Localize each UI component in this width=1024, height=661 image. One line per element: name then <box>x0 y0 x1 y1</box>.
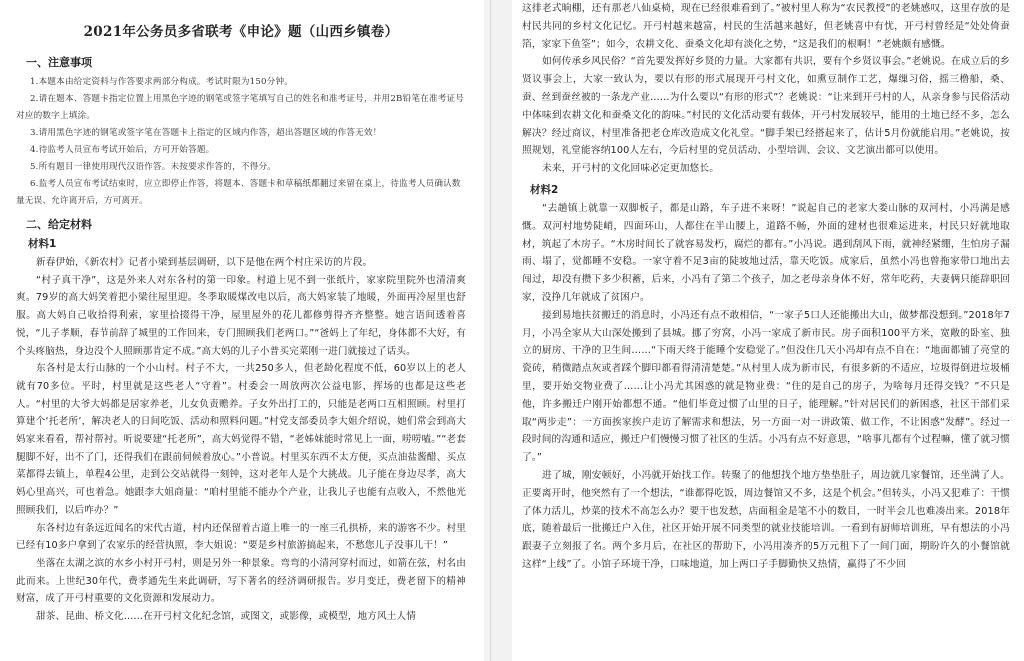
notes-heading: 一、注意事项 <box>26 56 92 69</box>
material-2-title: 材料2 <box>530 183 559 196</box>
paragraph: 接到易地扶贫搬迁的消息时，小冯还有点不敢相信，“一家子5口人还能搬出大山，做梦都没想到。”2018年7月，小冯全家从大山深处搬到了县城。挪了穷窝，小冯一家成了新市民。房子面积100平方米，宽敞的卧室、独立的厨房、干净的卫生间……“下雨天终于能睡个安稳觉了。”但没住几天小冯却有点不自在：“地面都铺了亮堂的瓷砖，稍微踏点灰或者踩个脚印都看得清清楚楚。”从村里人成为新市民，有很多新的不适应，垃圾得倒进垃圾桶里，要开始交物业费了……让小冯尤其困惑的就是物业费：“住的是自己的房子，为啥每月还得交钱？”不只是他，许多搬迁户刚开始都想不通。“他们毕竟过惯了山里的日子，能理解。”针对居民们的新困惑，社区干部们采取“两步走”：一方面挨家挨户走访了解需求和想法，另一方面一对一讲政策、做工作，不让困惑“发酵”。经过一段时间的沟通和适应，搬迁户们慢慢习惯了社区的生活。小冯有点不好意思，“啥事儿都有个过程嘛，懂了就习惯了。” <box>522 309 1010 464</box>
note-item: 1.本题本由给定资料与作答要求两部分构成。考试时限为150分钟。 <box>30 77 294 87</box>
note-item: 6.监考人员宣布考试结束时，应立即停止作答，将题本、答题卡和草稿纸都翻过来留在桌上，待监考人员确认数量无误、允许离开后，方可离开。 <box>16 179 461 206</box>
note-item: 3.请用黑色字迹的钢笔或签字笔在答题卡上指定的区域内作答，超出答题区域的作答无效！ <box>30 128 382 138</box>
notes-list <box>16 74 466 210</box>
right-page <box>512 0 1018 661</box>
paragraph: 未来，开弓村的文化回味必定更加悠长。 <box>542 163 720 175</box>
page-gutter <box>484 0 512 661</box>
paragraph: 如何传承乡风民俗？“首先要发挥好乡贤的力量。大家都有共识，要有个乡贤议事会。”老姚说。在成立后的乡贤议事会上，大家一致认为，要以有形的形式展现开弓村文化，如熏豆制作工艺，爆缫习俗，摇三橹船，桑、蚕、丝到蚕丝被的一条龙产业……为什么要以“有形的形式”？老姚说：“让来到开弓村的人，从亲身参与民俗活动中体味到农耕文化和蚕桑文化的韵味。”村民的文化活动要有载体，开弓村发展较早，能用的土地已经不多，怎么解决？经过商议，村里准备把老仓库改造成文化礼堂。“脚手架已经搭起来了，估计5月份就能启用。”老姚说，按照规划，礼堂能容纳100人左右，今后村里的党员活动、小型培训、会议、文艺演出都可以使用。 <box>522 56 1010 157</box>
exam-title: 2021年公务员多省联考《申论》题（山西乡镇卷） <box>83 24 399 40</box>
paragraph: 东各村是太行山脉的一个小山村。村子不大，一共250多人，但老龄化程度不低，60岁以上的老人就有70多位。平时，村里就是这些老人“守着”。村委会一周放两次公益电影，挥场的也都是这些老人。“村里的大爷大妈都是居家养老，儿女负责赡养。子女外出打工的，只能是老两口互相照顾。村里打算建个‘托老所’，解决老人的日间吃饭、活动和照料问题。”村党支部委员李大姐介绍说，她们常会到高大妈家来看看，帮衬帮衬。听说要建“托老所”，高大妈觉得不错，“老姊妹能时常见上一面，唠唠嗑。”“老套腿脚不好，出不了门，还得我们在跟前伺候着放心。”小普说。村里买东西不太方便，买点油盐酱醋、买点菜都得去镇上，单程4公里，走到公交站就得一刻钟，这对老年人是个大挑战。儿子能在身边尽孝，高大妈心里高兴，可也着急。她跟李大姐商量：“咱村里能不能办个产业，让我儿子也能有点收入，不然他光照顾我们，以后咋办？” <box>16 363 466 516</box>
note-item: 5.所有题目一律使用现代汉语作答。未按要求作答的，不得分。 <box>30 162 277 172</box>
note-item: 2.请在题本、答题卡指定位置上用黑色字迹的钢笔或签字笔填写自己的姓名和准考证号，并用2B铅笔在准考证号对应的数字上填涂。 <box>16 94 465 121</box>
note-item: 4.待监考人员宣布考试开始后，方可开始答题。 <box>30 145 215 155</box>
materials-heading: 二、给定材料 <box>26 218 92 231</box>
paragraph: 甜茶、昆曲、桥文化……在开弓村文化纪念馆，或图文，或影像，或模型，地方风土人情 <box>36 611 417 623</box>
paragraph: 东各村边有条远近闻名的宋代古道，村内还保留着古道上唯一的一座三孔拱桥，来的游客不少。村里已经有10多户拿到了农家乐的经营执照，李大姐说：“要是乡村旅游搞起来，不愁您儿子没事儿干！” <box>16 522 466 552</box>
paragraph: “去趟镇上就靠一双脚板子，都是山路，车子进不来呀！”说起自己的老家大娄山脉的双河村，小冯满是感慨。双河村地势陡峭，四面环山，人都住在半山腰上，道路不畅，外面的建材也很难运进来，村民只好就地取材，筑起了木房子。“木房时间长了就容易发朽，腐烂的都有。”小冯说。遇到刮风下雨，就神经紧绷，生怕房子漏雨、塌了，觉都睡不安稳。一家守着不足3亩的陡坡地过活，靠天吃饭。成家后，虽然小冯也曾拖家带口地出去闯过，却没有攒下多少积蓄，后来，小冯有了第二个孩子，加之老母亲身体不好，常年吃药，夫妻俩只能辞职回家，没挣几年就成了贫困户。 <box>522 202 1010 303</box>
paragraph: 进了城，刚安顿好，小冯就开始找工作。转聚了的他想找个地方垫垫肚子，周边就几家餐馆，还坐满了人。正要离开时，他突然有了一个想法，“谁都得吃饭，周边餐馆又不多，这是个机会。”但转头，小冯又犯难了：干惯了体力活儿，炒菜的技术不高怎么办？要干也发愁，店面租金是笔不小的数目，一时半会儿也难凑出来。2018年底，随着最后一批搬迁户入住，社区开始开展不同类型的就业技能培训。一看到有厨师培训班，早有想法的小冯跟妻子立刻报了名。两个多月后，在社区的帮助下，小冯用凑齐的5万元租下了一间门面，期盼许久的小餐馆就这样“上线”了。小馆子环境干净，口味地道，加上两口子手脚勤快又热情，赢得了不少回 <box>522 469 1010 570</box>
material-1-title: 材料1 <box>28 238 57 250</box>
page-divider <box>490 0 491 661</box>
left-page <box>6 0 474 661</box>
paragraph: “村子真干净”，这是外来人对东各村的第一印象。村道上见不到一张纸片，家家院里院外也清清爽爽。79岁的高大妈笑着把小梁往屋里迎。冬季取暖煤改电以后，高大妈家装了地暖，外面再冷屋里也舒服。高大妈自己收拾得利索，家里拾掇得干净，屋里屋外的花儿都修剪得齐齐整整。她言语间透着喜悦，“儿子孝顺，春节前辞了城里的工作回来，专门照顾我们老两口。”“爸妈上了年纪，身体都不大好，有个头疼脑热，身边没个人照顾那肯定不成。”高大妈的儿子小普买完菜刚一进门就接过了话头。 <box>16 274 466 357</box>
paragraph: 这排老式晌棚，还有那老八仙桌椅，现在已经很难看到了。”被村里人称为“农民教授”的老姚感叹，这里存放的是村民共同的乡村文化记忆。开弓村越来越富，村民的生活越来越好，但老姚喜中有忧，开弓村曾经是“处处倚蚕箔，家家下鱼筌”；如今，农耕文化、蚕桑文化却有淡化之势，“这是我们的根啊！”老姚颇有感慨。 <box>522 3 1010 50</box>
paragraph: 坐落在太湖之滨的水乡小村开弓村，则是另外一种景象。弯弯的小清河穿村而过，如箭在弦，村名由此而来。上世纪30年代，费孝通先生来此调研，写下著名的经济调研报告。岁月变迁，费老留下的精神财富，成了开弓村重要的文化资源和发展动力。 <box>16 557 466 605</box>
paragraph: 新春伊始，《新农村》记者小梁到基层调研，以下是他在两个村庄采访的片段。 <box>36 257 373 268</box>
